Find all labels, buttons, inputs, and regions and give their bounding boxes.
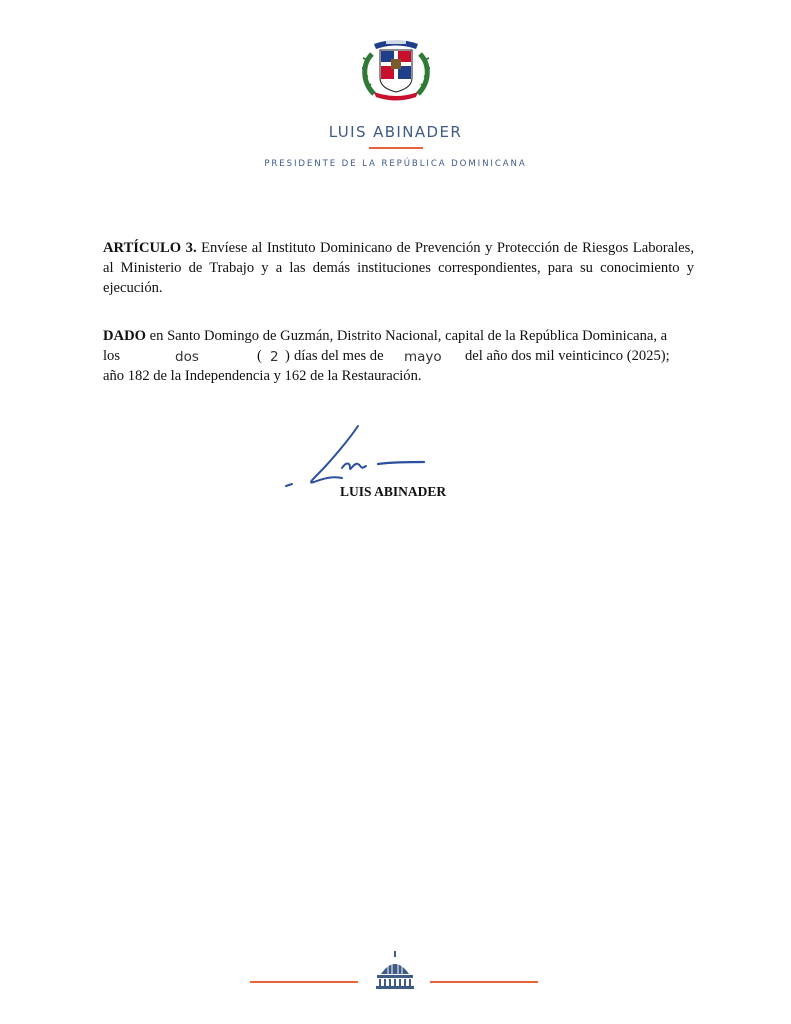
month-handwritten: mayo (404, 349, 442, 365)
dado-line-3: año 182 de la Independencia y 162 de la Restauración. (103, 368, 422, 384)
letterhead-title: PRESIDENTE DE LA REPÚBLICA DOMINICANA (264, 159, 527, 169)
article-label: ARTÍCULO 3. (103, 240, 197, 256)
coat-of-arms-icon (358, 34, 434, 102)
dado-line-1 (103, 326, 694, 346)
dado-line-2 (103, 346, 694, 366)
letterhead-divider (369, 147, 423, 149)
palace-dome-icon (372, 950, 418, 990)
day-paren-open: ( (257, 348, 262, 364)
article-paragraph (103, 238, 694, 298)
day-word-handwritten: dos (175, 349, 199, 365)
footer-divider-left (250, 981, 358, 983)
dado-label: DADO (103, 328, 146, 344)
month-prefix-text: días del mes de (294, 348, 384, 364)
los-text: los (103, 348, 121, 364)
dado-location-text: en Santo Domingo de Guzmán, Distrito Nacional, capital de la República Dominicana, a (149, 328, 668, 344)
letterhead-name: LUIS ABINADER (328, 123, 463, 141)
day-paren-close: ) (285, 348, 290, 364)
footer-divider-right (430, 981, 538, 983)
signer-name: LUIS ABINADER (340, 484, 447, 499)
year-text: del año dos mil veinticinco (2025); (465, 348, 670, 364)
day-number-handwritten: 2 (270, 349, 279, 365)
article-text: Envíese al Instituto Dominicano de Prevención y Protección de Riesgos Laborales, al Ministerio de Trabajo y a las demás instituciones correspondientes, para su conocimiento y ejecución. (103, 240, 694, 296)
